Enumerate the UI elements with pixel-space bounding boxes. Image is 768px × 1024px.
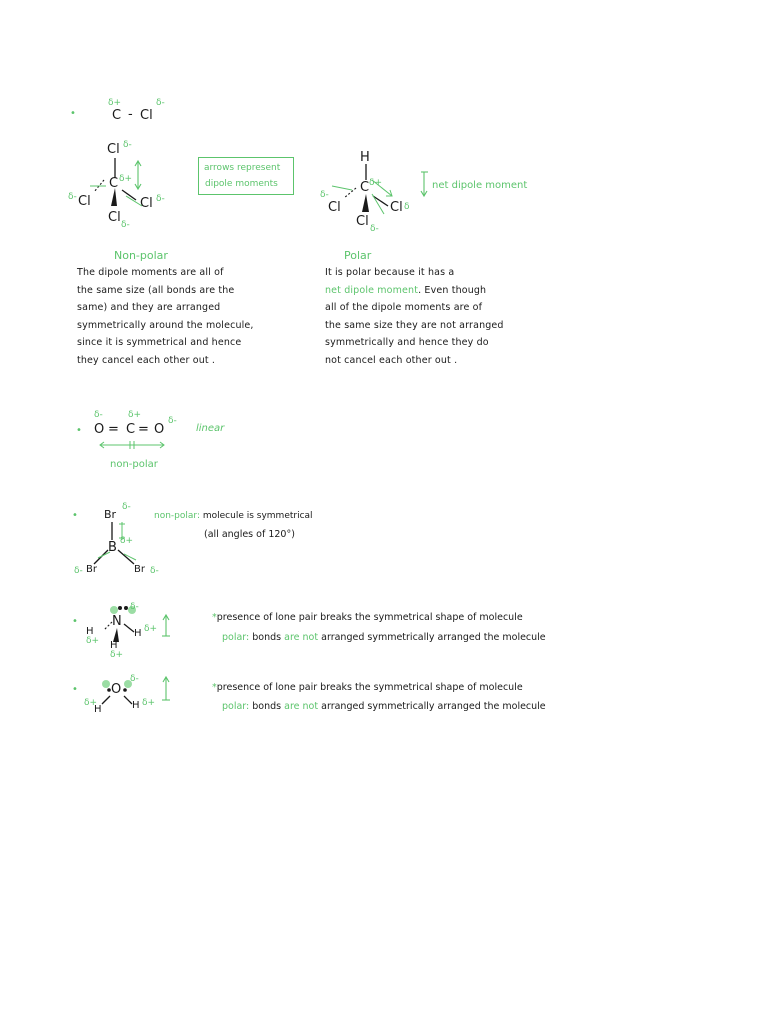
charge-label: δ- (68, 192, 77, 202)
description-line (212, 682, 523, 693)
charge-label: δ+ (108, 98, 122, 108)
h2o-molecule (84, 672, 184, 722)
charge-label: δ+ (144, 624, 158, 634)
asterisk: * (212, 612, 217, 623)
charge-label: δ- (123, 140, 132, 150)
paragraph-line: symmetrically and hence they do (325, 337, 489, 349)
charge-label: δ- (168, 416, 177, 426)
atom-label: Cl (356, 214, 369, 229)
bullet: • (72, 684, 78, 695)
ccl4-molecule (66, 140, 176, 236)
atom-label: Cl (107, 142, 120, 157)
asterisk: * (212, 682, 217, 693)
co2-molecule (90, 408, 190, 452)
description-text: arranged symmetrically arranged the molecule (321, 632, 546, 643)
charge-label: δ+ (120, 536, 134, 546)
description-text: arranged symmetrically arranged the molecule (321, 701, 546, 712)
charge-label: δ+ (86, 636, 100, 646)
charge-label: δ- (150, 566, 159, 576)
net-dipole-label: net dipole moment (432, 180, 528, 191)
atom-label: Cl (140, 196, 153, 211)
paragraph-line: It is polar because it has a (325, 267, 455, 278)
atom-label: H (94, 704, 102, 715)
atom-label: H (360, 150, 370, 165)
note-line: dipole moments (205, 179, 278, 189)
atom-label: C (112, 108, 122, 123)
atom-label: H (110, 640, 118, 651)
atom-label: H (86, 626, 94, 637)
charge-label: δ- (130, 602, 139, 612)
bullet: • (70, 108, 76, 119)
atom-label: C (360, 180, 370, 195)
description-line (154, 511, 313, 521)
paragraph-line: same) and they are arranged (77, 302, 221, 314)
paragraph-line: The dipole moments are all of (77, 267, 224, 278)
atom-label: Cl (140, 108, 153, 123)
classification-label: Polar (344, 249, 372, 262)
description-text: bonds (252, 701, 282, 712)
atom-label: H (132, 700, 140, 711)
description-text: presence of lone pair breaks the symmetrical shape of molecule (216, 612, 523, 623)
explanation-paragraph (325, 264, 535, 370)
atom-label: C (109, 176, 119, 191)
classification-label: non-polar (110, 459, 158, 470)
atom-label: O (154, 422, 165, 437)
highlight-text: are not (284, 701, 319, 712)
charge-label: δ- (94, 410, 103, 420)
description-line (222, 632, 546, 643)
atom-label: Br (104, 508, 117, 521)
classification-label: Non-polar (114, 249, 168, 262)
charge-label: δ- (121, 220, 130, 230)
description-line: (all angles of 120°) (204, 529, 295, 540)
paragraph-line: since it is symmetrical and hence (77, 337, 242, 349)
description-text: molecule is symmetrical (202, 511, 313, 521)
charge-label: δ- (122, 502, 131, 512)
chcl3-molecule (318, 150, 428, 240)
atom-label: C (126, 422, 136, 437)
atom-label: Cl (78, 194, 91, 209)
note-box (198, 157, 294, 195)
charge-label: δ+ (110, 650, 124, 660)
paragraph-line: not cancel each other out . (325, 354, 458, 366)
atom-label: Br (86, 564, 97, 575)
bullet: • (72, 616, 78, 627)
atom-label: O (111, 682, 122, 697)
paragraph-line: net dipole moment. Even though (325, 284, 487, 296)
paragraph-line: the same size (all bonds are the (77, 284, 235, 296)
classification-label: polar: (222, 632, 250, 643)
charge-label: δ+ (142, 698, 156, 708)
paragraph-line: all of the dipole moments are of (325, 302, 483, 314)
paragraph-line: they cancel each other out . (77, 354, 216, 366)
atom-label: Cl (108, 210, 121, 225)
classification-label: non-polar: (154, 511, 200, 521)
description-text: bonds (252, 632, 282, 643)
charge-label: δ+ (84, 698, 98, 708)
double-bond: = (108, 422, 119, 437)
atom-label: B (108, 540, 117, 555)
charge-label: δ- (320, 190, 329, 200)
description-line (222, 701, 546, 712)
nh3-molecule (84, 600, 184, 660)
description-text: presence of lone pair breaks the symmetrical shape of molecule (216, 682, 523, 693)
charge-label: δ- (156, 98, 165, 108)
charge-label: δ- (370, 224, 379, 234)
atom-label: Cl (390, 200, 403, 215)
atom-label: H (134, 628, 142, 639)
charge-label: δ- (156, 194, 165, 204)
charge-label: δ+ (369, 178, 383, 188)
charge-label: δ+ (128, 410, 142, 420)
explanation-paragraph (77, 264, 277, 370)
charge-label: δ (404, 202, 410, 212)
shape-label: linear (196, 423, 225, 434)
highlight-text: are not (284, 632, 319, 643)
bond-dash: - (128, 107, 133, 122)
bullet: • (72, 510, 78, 521)
bullet: • (76, 425, 82, 436)
paragraph-line: symmetrically around the molecule, (77, 319, 254, 331)
dipole-arrows (98, 440, 168, 450)
paragraph-line: the same size they are not arranged (325, 319, 504, 331)
charge-label: δ- (130, 674, 139, 684)
atom-label: N (112, 614, 122, 629)
description-line (212, 612, 523, 623)
atom-label: Br (134, 564, 145, 575)
c-cl-bond (108, 98, 168, 128)
double-bond: = (138, 422, 149, 437)
atom-label: Cl (328, 200, 341, 215)
note-line: arrows represent (204, 163, 281, 173)
charge-label: δ- (74, 566, 83, 576)
atom-label: O (94, 422, 105, 437)
charge-label: δ+ (119, 174, 133, 184)
classification-label: polar: (222, 701, 250, 712)
